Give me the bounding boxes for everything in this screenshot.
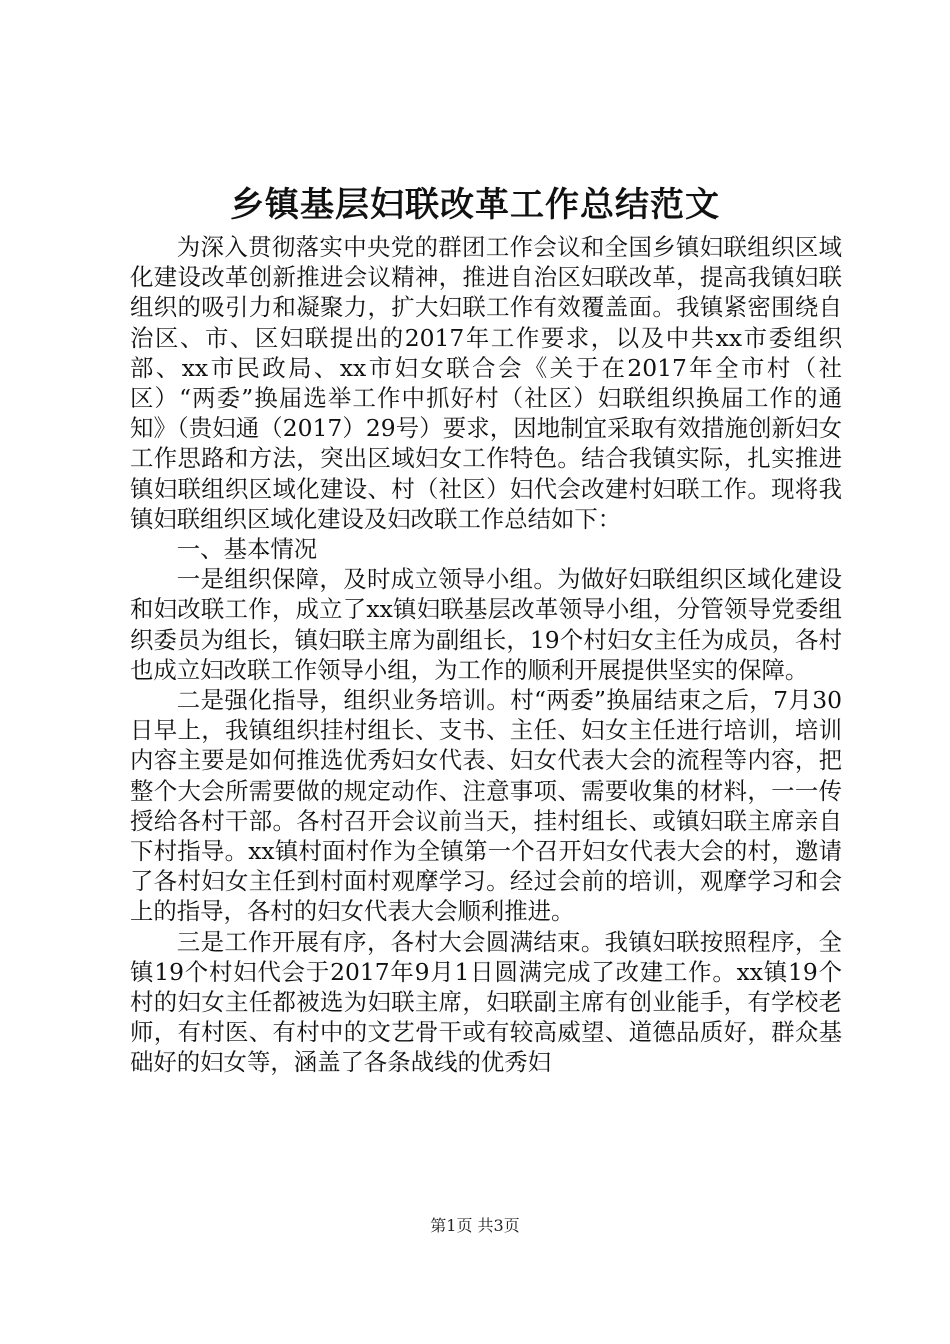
intro-paragraph: 为深入贯彻落实中央党的群团工作会议和全国乡镇妇联组织区域化建设改革创新推进会议精神，推进自治区妇联改革，提高我镇妇联组织的吸引力和凝聚力，扩大妇联工作有效覆盖面。我镇紧密围绕自治区、市、区妇联提出的2017年工作要求，以及中共xx市委组织部、xx市民政局、xx市妇女联合会《关于在2017年全市村（社区）“两委”换届选举工作中抓好村（社区）妇联组织换届工作的通知》（贵妇通（2017）29号）要求，因地制宜采取有效措施创新妇女工作思路和方法，突出区域妇女工作特色。结合我镇实际，扎实推进镇妇联组织区域化建设、村（社区）妇代会改建村妇联工作。现将我镇妇联组织区域化建设及妇改联工作总结如下：	[130, 233, 842, 533]
paragraph-training-guidance: 二是强化指导，组织业务培训。村“两委”换届结束之后，7月30日早上，我镇组织挂村组长、支书、主任、妇女主任进行培训，培训内容主要是如何推选优秀妇女代表、妇女代表大会的流程等内容，把整个大会所需要做的规定动作、注意事项、需要收集的材料，一一传授给各村干部。各村召开会议前当天，挂村组长、或镇妇联主席亲自下村指导。xx镇村面村作为全镇第一个召开妇女代表大会的村，邀请了各村妇女主任到村面村观摩学习。经过会前的培训，观摩学习和会上的指导，各村的妇女代表大会顺利推进。	[130, 686, 842, 926]
paragraph-orderly-work: 三是工作开展有序，各村大会圆满结束。我镇妇联按照程序，全镇19个村妇代会于2017年9月1日圆满完成了改建工作。xx镇19个村的妇女主任都被选为妇联主席，妇联副主席有创业能手，有学校老师，有村医、有村中的文艺骨干或有较高威望、道德品质好，群众基础好的妇女等，涵盖了各条战线的优秀妇	[130, 927, 842, 1077]
document-title: 乡镇基层妇联改革工作总结范文	[230, 185, 720, 225]
paragraph-organization-guarantee: 一是组织保障，及时成立领导小组。为做好妇联组织区域化建设和妇改联工作，成立了xx镇妇联基层改革领导小组，分管领导党委组织委员为组长，镇妇联主席为副组长，19个村妇女主任为成员，各村也成立妇改联工作领导小组，为工作的顺利开展提供坚实的保障。	[130, 565, 842, 684]
section-heading-basic-situation: 一、基本情况	[176, 535, 318, 564]
page-number-footer: 第1页 共3页	[430, 1216, 520, 1235]
document-body	[130, 232, 842, 1078]
